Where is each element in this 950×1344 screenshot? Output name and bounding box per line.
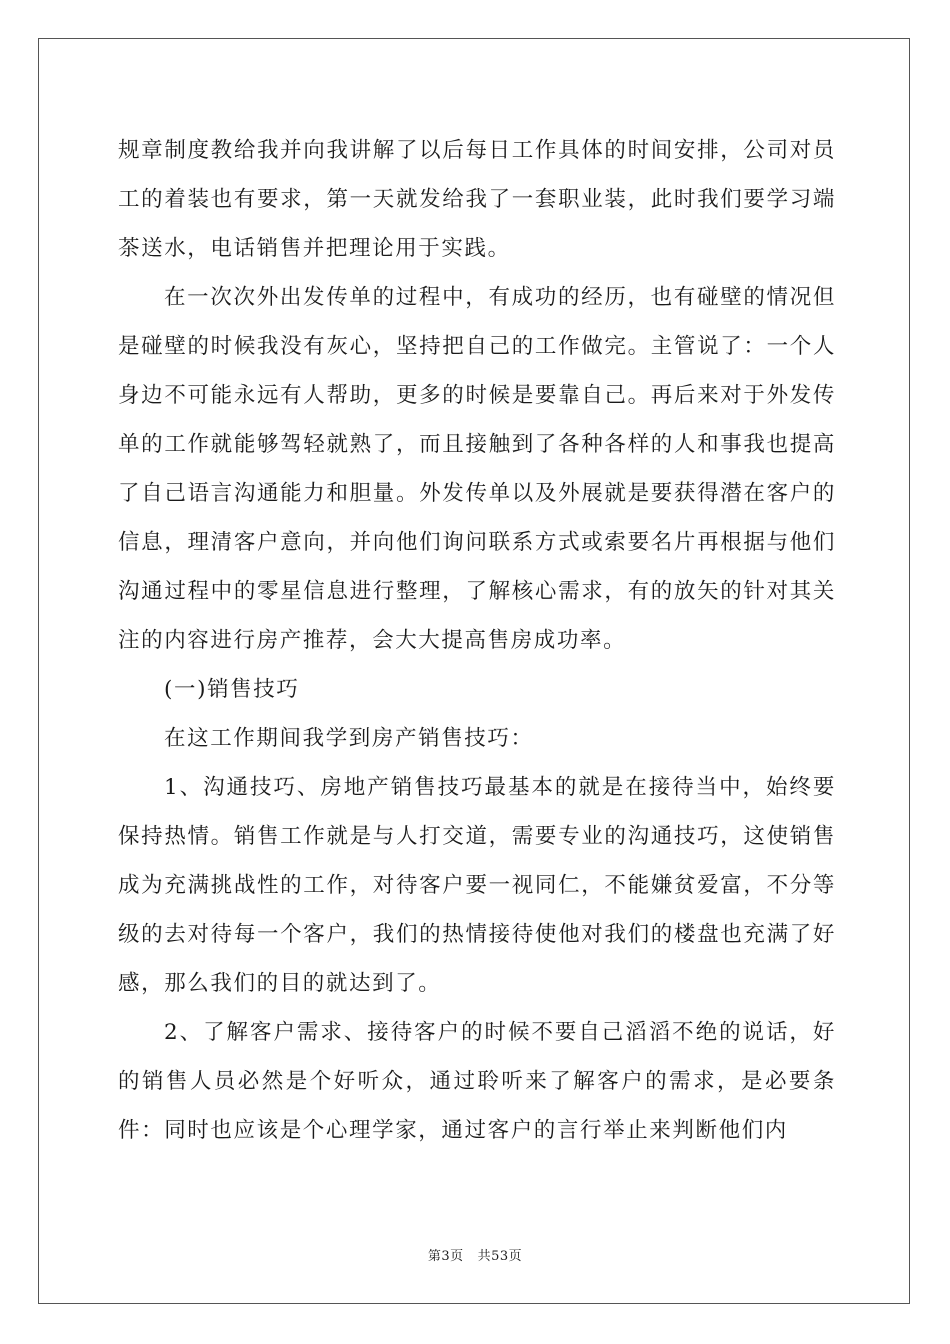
- section-heading-sales-skills: (一)销售技巧: [164, 677, 300, 702]
- paragraph-2: 在一次次外出发传单的过程中，有成功的经历，也有碰壁的情况但是碰壁的时候我没有灰心，坚持把自己的工作做完。主管说了：一个人身边不可能永远有人帮助，更多的时候是要靠自己。再后来对于外发传单的工作就能够驾轻就熟了，而且接触到了各种各样的人和事我也提高了自己语言沟通能力和胆量。外发传单以及外展就是要获得潜在客户的信息，理清客户意向，并向他们询问联系方式或索要名片再根据与他们沟通过程中的零星信息进行整理，了解核心需求，有的放矢的针对其关注的内容进行房产推荐，会大大提高售房成功率。: [118, 285, 836, 653]
- page-footer: [0, 1245, 950, 1264]
- document-body: [118, 126, 836, 1155]
- paragraph-1: 规章制度教给我并向我讲解了以后每日工作具体的时间安排，公司对员工的着装也有要求，第一天就发给我了一套职业装，此时我们要学习端茶送水，电话销售并把理论用于实践。: [118, 138, 836, 261]
- current-page-number: 第3页: [427, 1249, 464, 1264]
- paragraph-6: 2、了解客户需求、接待客户的时候不要自己滔滔不绝的说话，好的销售人员必然是个好听众，通过聆听来了解客户的需求，是必要条件：同时也应该是个心理学家，通过客户的言行举止来判断他们内: [118, 1020, 836, 1143]
- paragraph-4: 在这工作期间我学到房产销售技巧：: [164, 726, 534, 751]
- paragraph-5: 1、沟通技巧、房地产销售技巧最基本的就是在接待当中，始终要保持热情。销售工作就是与人打交道，需要专业的沟通技巧，这使销售成为充满挑战性的工作，对待客户要一视同仁，不能嫌贫爱富，不分等级的去对待每一个客户，我们的热情接待使他对我们的楼盘也充满了好感，那么我们的目的就达到了。: [118, 775, 836, 996]
- total-pages: 共53页: [477, 1249, 523, 1264]
